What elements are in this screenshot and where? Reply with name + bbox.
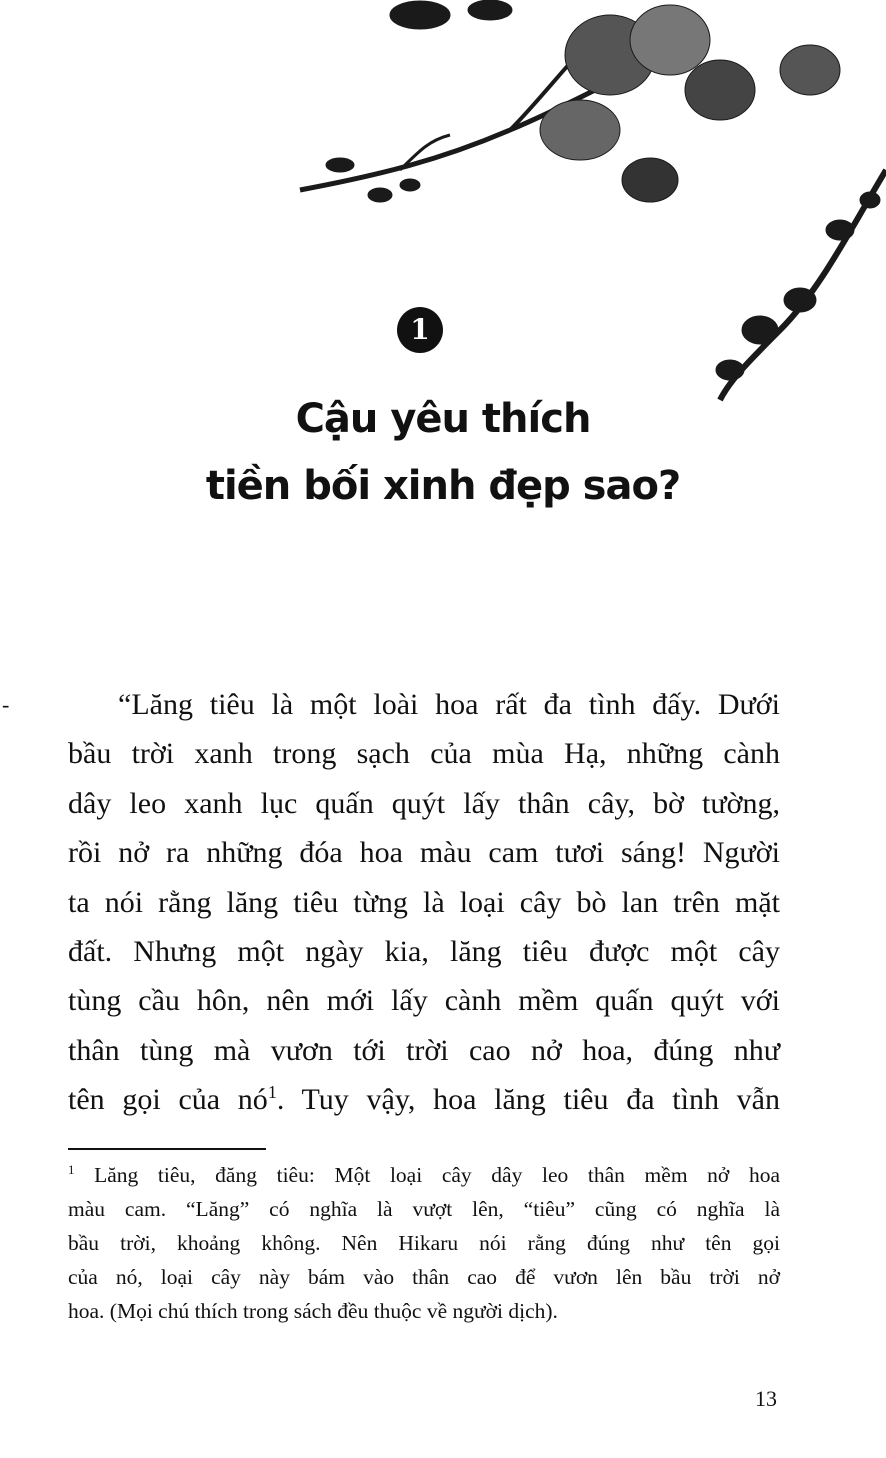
body-line: đất. Nhưng một ngày kia, lăng tiêu được một cây [68,934,780,968]
footnote-marker: 1 [68,1162,75,1177]
body-paragraph [68,680,780,1125]
chapter-number-badge: 1 [397,307,443,353]
margin-mark: - [2,692,10,717]
chapter-title-line-1: Cậu yêu thích [295,396,591,442]
footnote-line: màu cam. “Lăng” có nghĩa là vượt lên, “tiêu” cũng có nghĩa là [68,1197,780,1221]
body-line: “Lăng tiêu là một loài hoa rất đa tình đấy. Dưới [118,688,780,721]
body-line: tùng cầu hôn, nên mới lấy cành mềm quấn quýt với [68,984,780,1018]
body-line: thân tùng mà vươn tới trời cao nở hoa, đúng như [68,1033,780,1067]
body-line-text: tên gọi của nó [68,1083,268,1117]
body-line: ta nói rằng lăng tiêu từng là loại cây bò lan trên mặt [68,885,780,919]
plum-blossom-branch-illustration [280,0,886,410]
page-number: 13 [755,1386,777,1411]
footnote-line: hoa. (Mọi chú thích trong sách đều thuộc về người dịch). [68,1299,558,1323]
footnote-line-text: Lăng tiêu, đăng tiêu: Một loại cây dây leo thân mềm nở hoa [74,1163,780,1187]
body-line [68,1075,780,1124]
footnote-line: của nó, loại cây này bám vào thân cao để vươn lên bầu trời nở [68,1265,780,1289]
footnote-divider [68,1148,266,1150]
footnote-reference: 1 [267,1082,277,1103]
footnote [68,1158,780,1328]
footnote-line: bầu trời, khoảng không. Nên Hikaru nói rằng đúng như tên gọi [68,1231,780,1255]
body-line-text: . Tuy vậy, hoa lăng tiêu đa tình vẫn [276,1083,780,1117]
body-line: bầu trời xanh trong sạch của mùa Hạ, những cành [68,737,780,771]
body-line: dây leo xanh lục quấn quýt lấy thân cây, bờ tường, [68,786,780,820]
body-line: rồi nở ra những đóa hoa màu cam tươi sáng! Người [68,836,780,870]
footnote-line [68,1158,780,1192]
chapter-title-line-2: tiền bối xinh đẹp sao? [205,463,681,509]
